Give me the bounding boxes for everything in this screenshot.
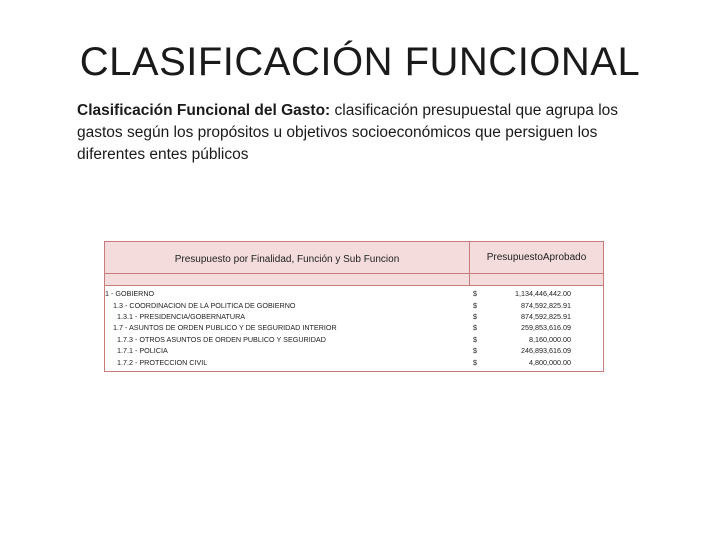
row-label: 1.7.2 - PROTECCION CIVIL — [117, 357, 208, 367]
header-approved-line2: Aprobado — [542, 251, 587, 263]
row-amount: 1,134,446,442.00 — [515, 289, 571, 299]
header-approved-budget — [470, 242, 603, 273]
table-body — [105, 286, 603, 371]
table-row — [105, 288, 603, 299]
table-row — [105, 311, 603, 322]
header-concept: Presupuesto por Finalidad, Función y Sub Funcion — [105, 242, 470, 273]
row-label: 1.7 - ASUNTOS DE ORDEN PUBLICO Y DE SEGURIDAD INTERIOR — [113, 323, 337, 333]
header-approved-line1: Presupuesto — [486, 251, 543, 263]
row-label: 1.7.1 - POLICIA — [117, 346, 168, 356]
row-currency: $ — [473, 289, 477, 299]
row-amount: 246,893,616.09 — [521, 346, 571, 356]
row-currency: $ — [473, 311, 477, 321]
slide-title: CLASIFICACIÓN FUNCIONAL — [79, 40, 641, 84]
row-amount: 874,592,825.91 — [521, 311, 571, 321]
row-amount: 4,800,000.00 — [529, 357, 571, 367]
header-spacer-row — [105, 274, 603, 286]
row-amount: 874,592,825.91 — [521, 300, 571, 310]
definition-term: Clasificación Funcional del Gasto: — [77, 102, 331, 119]
row-label: 1 - GOBIERNO — [105, 289, 155, 299]
table-row — [105, 345, 603, 356]
row-label: 1.7.3 - OTROS ASUNTOS DE ORDEN PUBLICO Y SEGURIDAD — [117, 334, 326, 344]
table-row — [105, 299, 603, 310]
row-label: 1.3.1 - PRESIDENCIA/GOBERNATURA — [117, 311, 246, 321]
row-currency: $ — [473, 300, 477, 310]
row-currency: $ — [473, 323, 477, 333]
row-currency: $ — [473, 357, 477, 367]
row-label: 1.3 - COORDINACION DE LA POLITICA DE GOBIERNO — [113, 300, 296, 310]
definition-text: clasificación presupuestal que agrupa los gastos según los propósitos u objetivos socioeconómicos que persiguen los diferentes entes públicos — [77, 102, 619, 163]
table-header — [105, 242, 603, 274]
row-currency: $ — [473, 334, 477, 344]
table-row — [105, 322, 603, 333]
table-row — [105, 334, 603, 345]
budget-table — [104, 241, 604, 372]
row-amount: 259,853,616.09 — [521, 323, 571, 333]
row-amount: 8,160,000.00 — [529, 334, 571, 344]
definition-paragraph — [77, 100, 667, 166]
table-row — [105, 356, 603, 367]
row-currency: $ — [473, 346, 477, 356]
